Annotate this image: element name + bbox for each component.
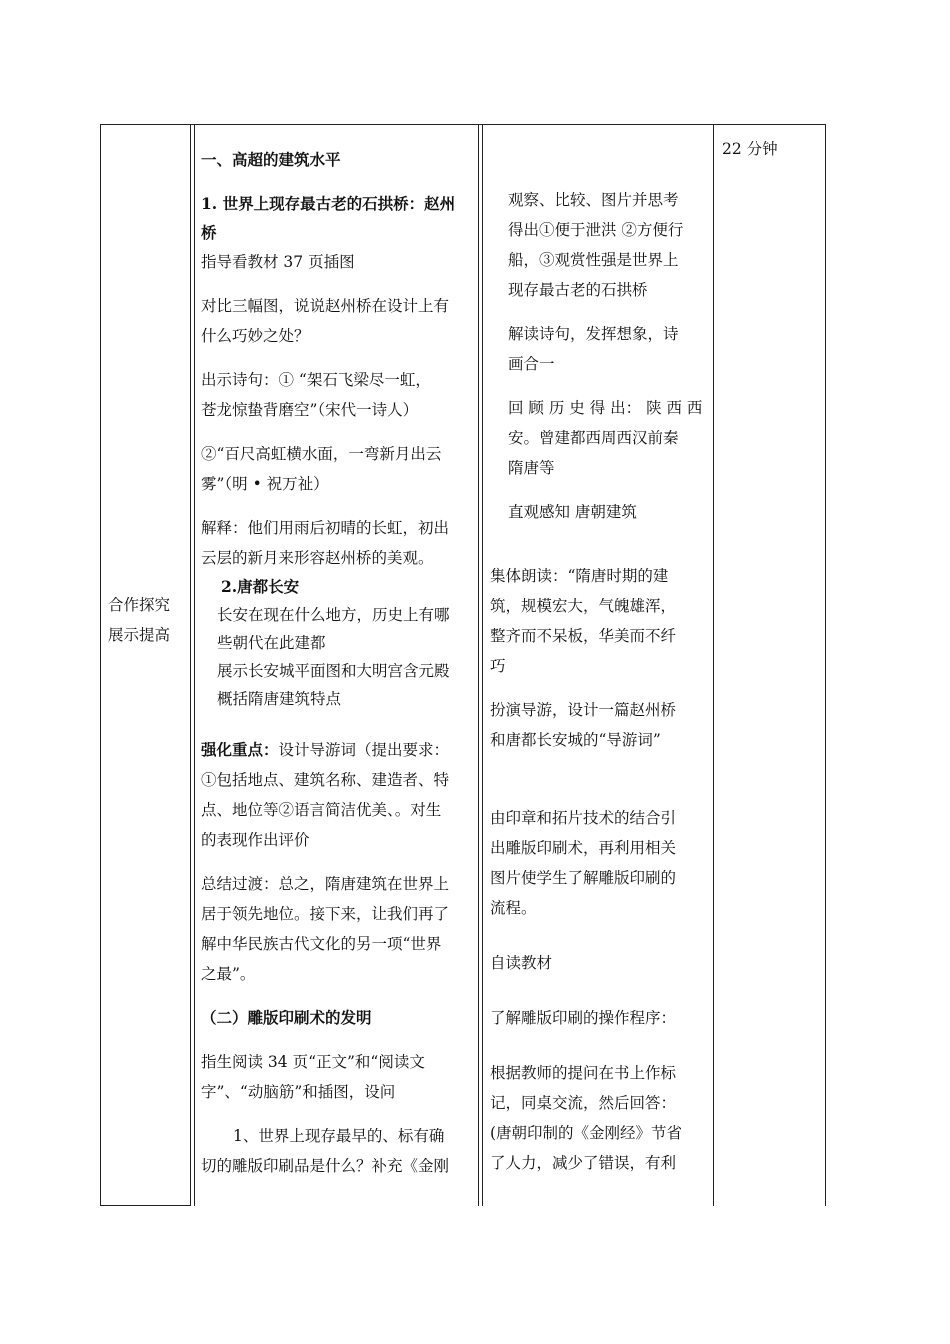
answer-line3: (唐朝印制的《金刚经》节省 bbox=[490, 1124, 683, 1142]
seal-line4: 流程。 bbox=[490, 899, 537, 917]
explain-line2: 云层的新月来形容赵州桥的美观。 bbox=[201, 549, 434, 567]
poem1-line2: 苍龙惊蛰背磨空”（宋代一诗人） bbox=[201, 401, 419, 419]
poem1-line1: 出示诗句：① “架石飞梁尽一虹， bbox=[201, 371, 431, 389]
compare-line2: 什么巧妙之处？ bbox=[201, 327, 310, 345]
column1-bottom-border bbox=[100, 1205, 191, 1206]
observe-line2: 得出①便于泄洪 ②方便行 bbox=[508, 221, 684, 239]
focus-line3: 点、地位等②语言简洁优美、。对生 bbox=[201, 801, 442, 819]
intuitive-text: 直观感知 唐朝建筑 bbox=[508, 503, 637, 521]
answer-line1: 根据教师的提问在书上作标 bbox=[490, 1064, 677, 1082]
observe-line1: 观察、比较、图片并思考 bbox=[508, 191, 679, 209]
changan-line2: 些朝代在此建都 bbox=[217, 634, 326, 652]
focus-line2: ①包括地点、建筑名称、建造者、特 bbox=[201, 771, 450, 789]
seal-line1: 由印章和拓片技术的结合引 bbox=[490, 809, 677, 827]
answer-line2: 记，同桌交流，然后回答： bbox=[490, 1094, 677, 1112]
history-line3: 隋唐等 bbox=[508, 459, 555, 477]
explain-line1: 解释：他们用雨后初晴的长虹，初出 bbox=[201, 519, 450, 537]
summary-line2: 居于领先地位。接下来，让我们再了 bbox=[201, 905, 450, 923]
item2-title: 2.唐都长安 bbox=[221, 577, 300, 596]
item1-title-line1: 1. 世界上现存最古老的石拱桥：赵州 bbox=[201, 194, 456, 213]
teacher-activity bbox=[201, 145, 476, 1181]
focus-line1-text: 设计导游词（提出要求： bbox=[278, 741, 450, 759]
history-line1: 回 顾 历 史 得 出： 陕 西 西 bbox=[508, 399, 703, 417]
self-read-text: 自读教材 bbox=[490, 954, 553, 972]
section1-title: 一、高超的建筑水平 bbox=[201, 150, 341, 169]
show-line2: 概括隋唐建筑特点 bbox=[217, 690, 342, 708]
guide-role-line1: 扮演导游，设计一篇赵州桥 bbox=[490, 701, 677, 719]
know-text: 了解雕版印刷的操作程序： bbox=[490, 1009, 677, 1027]
question1-line2: 切的雕版印刷品是什么？补充《金刚 bbox=[201, 1157, 450, 1175]
read-line2: 字”、“动脑筋”和插图，设问 bbox=[201, 1083, 396, 1101]
item1-title-line2: 桥 bbox=[201, 223, 217, 242]
question1-line1: 1、世界上现存最早的、标有确 bbox=[233, 1127, 445, 1145]
poem2-line2: 雾”（明 • 祝万祉） bbox=[201, 475, 329, 493]
poem2-line1: ②“百尺高虹横水面，一弯新月出云 bbox=[201, 445, 442, 463]
time-allocation bbox=[722, 134, 822, 164]
summary-line4: 之最”。 bbox=[201, 965, 256, 983]
column-divider-1 bbox=[190, 124, 191, 1206]
guide-role-line2: 和唐都长安城的“导游词” bbox=[490, 731, 661, 749]
seal-line2: 出雕版印刷术，再利用相关 bbox=[490, 839, 677, 857]
poem-read-line2: 画合一 bbox=[508, 355, 555, 373]
read-line1: 指生阅读 34 页“正文”和“阅读文 bbox=[201, 1053, 425, 1071]
stage-label-line2: 展示提高 bbox=[108, 626, 171, 644]
recite-line2: 筑，规模宏大，气魄雄浑， bbox=[490, 597, 677, 615]
show-line1: 展示长安城平面图和大明宫含元殿 bbox=[217, 662, 450, 680]
recite-line4: 巧 bbox=[490, 657, 506, 675]
focus-line4: 的表现作出评价 bbox=[201, 831, 310, 849]
poem-read-line1: 解读诗句，发挥想象，诗 bbox=[508, 325, 679, 343]
stage-label-line1: 合作探究 bbox=[108, 596, 171, 614]
changan-line1: 长安在现在什么地方，历史上有哪 bbox=[217, 606, 450, 624]
compare-line1: 对比三幅图，说说赵州桥在设计上有 bbox=[201, 297, 450, 315]
history-line2: 安。曾建都西周西汉前秦 bbox=[508, 429, 679, 447]
answer-line4: 了人力，减少了错误，有利 bbox=[490, 1154, 677, 1172]
seal-line3: 图片使学生了解雕版印刷的 bbox=[490, 869, 677, 887]
stage-label bbox=[108, 590, 188, 650]
time-text: 22 分钟 bbox=[722, 140, 778, 158]
column-divider-2 bbox=[482, 124, 483, 1206]
recite-line3: 整齐而不呆板，华美而不纤 bbox=[490, 627, 677, 645]
focus-label: 强化重点： bbox=[201, 740, 279, 759]
focus-line1 bbox=[201, 735, 476, 765]
table-top-border bbox=[100, 124, 826, 125]
column3-inner-right bbox=[478, 124, 479, 1206]
guide-text: 指导看教材 37 页插图 bbox=[201, 253, 355, 271]
recite-line1: 集体朗读：“隋唐时期的建 bbox=[490, 567, 669, 585]
table-right-border bbox=[825, 124, 826, 1206]
table-left-border bbox=[100, 124, 101, 1206]
section2-title: （二）雕版印刷术的发明 bbox=[201, 1008, 372, 1027]
observe-line3: 船，③观赏性强是世界上 bbox=[508, 251, 679, 269]
summary-line3: 解中华民族古代文化的另一项“世界 bbox=[201, 935, 442, 953]
summary-line1: 总结过渡：总之，隋唐建筑在世界上 bbox=[201, 875, 450, 893]
column2-inner-left bbox=[194, 124, 195, 1206]
column-divider-3 bbox=[713, 124, 714, 1206]
observe-line4: 现存最古老的石拱桥 bbox=[508, 281, 648, 299]
student-activity bbox=[490, 185, 710, 1178]
